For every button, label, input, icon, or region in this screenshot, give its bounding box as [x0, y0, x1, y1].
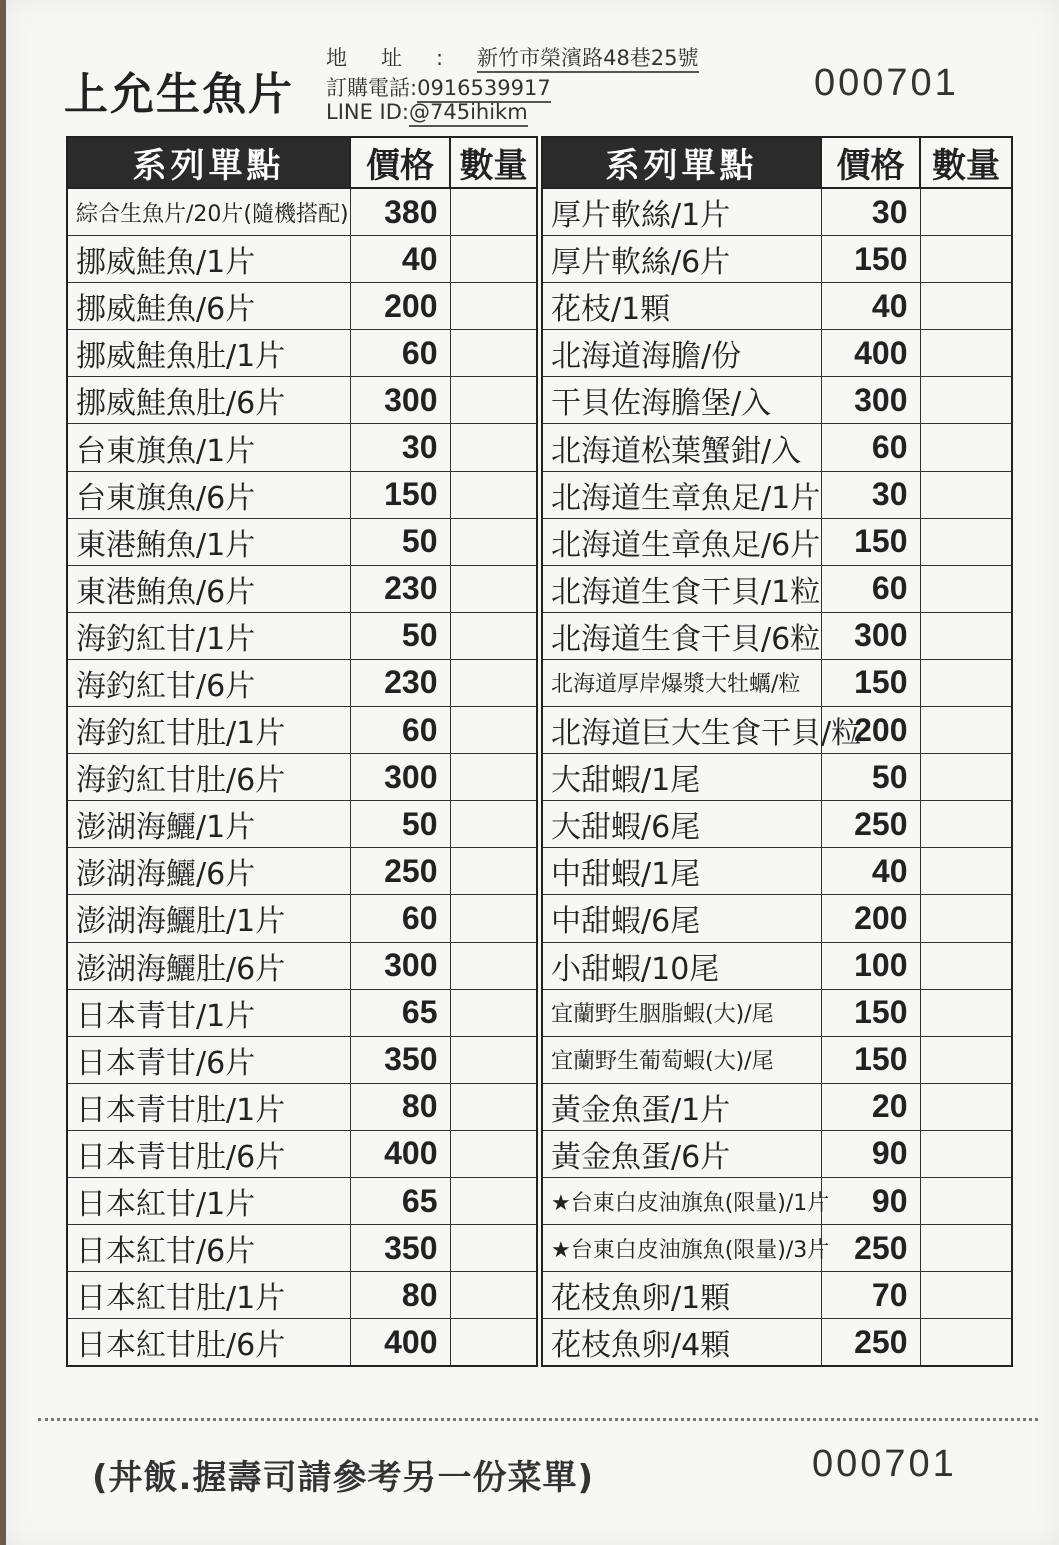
- menu-row: [67, 1319, 537, 1367]
- menu-row: [67, 659, 537, 706]
- item-name: 北海道生食干貝/6粒: [542, 612, 821, 659]
- quantity-cell[interactable]: [920, 754, 1012, 801]
- menu-row: [542, 471, 1012, 518]
- item-price: 150: [821, 236, 920, 283]
- item-price: 30: [350, 424, 450, 471]
- quantity-cell[interactable]: [450, 1083, 537, 1130]
- quantity-cell[interactable]: [450, 659, 537, 706]
- footer-note: (丼飯.握壽司請參考另一份菜單): [92, 1458, 594, 1498]
- quantity-cell[interactable]: [920, 518, 1012, 565]
- item-name: 厚片軟絲/1片: [542, 188, 821, 236]
- quantity-cell[interactable]: [920, 236, 1012, 283]
- item-name: 北海道生食干貝/1粒: [542, 565, 821, 612]
- item-price: 400: [350, 1130, 450, 1177]
- item-price: 50: [821, 754, 920, 801]
- phone-label: 訂購電話:: [326, 76, 418, 100]
- item-price: 230: [350, 565, 450, 612]
- item-price: 20: [821, 1083, 920, 1130]
- quantity-cell[interactable]: [920, 1036, 1012, 1083]
- menu-row: [542, 330, 1012, 377]
- quantity-cell[interactable]: [450, 1272, 537, 1319]
- item-name: 東港鮪魚/1片: [67, 518, 350, 565]
- menu-row: [67, 989, 537, 1036]
- item-price: 200: [821, 707, 920, 754]
- menu-rows-right: [542, 188, 1012, 1366]
- menu-row: [67, 707, 537, 754]
- line-id-line: [326, 100, 528, 124]
- serial-number-top: 000701: [814, 62, 959, 104]
- item-price: 150: [821, 659, 920, 706]
- quantity-cell[interactable]: [920, 188, 1012, 236]
- menu-row: [67, 1036, 537, 1083]
- item-name: 台東旗魚/6片: [67, 471, 350, 518]
- quantity-cell[interactable]: [920, 801, 1012, 848]
- item-name: 宜蘭野生葡萄蝦(大)/尾: [542, 1036, 821, 1083]
- item-price: 150: [350, 471, 450, 518]
- menu-row: [542, 895, 1012, 942]
- price-header: 價格: [821, 137, 920, 188]
- item-price: 80: [350, 1272, 450, 1319]
- item-name: 挪威鮭魚肚/1片: [67, 330, 350, 377]
- item-name: 大甜蝦/6尾: [542, 801, 821, 848]
- item-name: 日本紅甘/6片: [67, 1225, 350, 1272]
- item-name: 挪威鮭魚/6片: [67, 283, 350, 330]
- quantity-cell[interactable]: [920, 1225, 1012, 1272]
- menu-row: [67, 1272, 537, 1319]
- item-price: 300: [350, 377, 450, 424]
- menu-row: [542, 377, 1012, 424]
- tear-line: [38, 1418, 1038, 1421]
- item-price: 100: [821, 942, 920, 989]
- item-name: 挪威鮭魚/1片: [67, 236, 350, 283]
- item-name: 日本青甘肚/1片: [67, 1083, 350, 1130]
- quantity-cell[interactable]: [920, 1177, 1012, 1224]
- item-name: 澎湖海鱺/1片: [67, 801, 350, 848]
- menu-row: [542, 424, 1012, 471]
- item-name: 綜合生魚片/20片(隨機搭配): [67, 188, 350, 236]
- item-price: 400: [350, 1319, 450, 1367]
- quantity-cell[interactable]: [450, 895, 537, 942]
- item-price: 150: [821, 1036, 920, 1083]
- menu-row: [542, 1272, 1012, 1319]
- phone-line: [326, 72, 551, 102]
- item-price: 40: [821, 848, 920, 895]
- item-name: 中甜蝦/1尾: [542, 848, 821, 895]
- item-name: 中甜蝦/6尾: [542, 895, 821, 942]
- quantity-cell[interactable]: [450, 848, 537, 895]
- quantity-cell[interactable]: [450, 377, 537, 424]
- menu-row: [67, 612, 537, 659]
- quantity-cell[interactable]: [450, 565, 537, 612]
- item-name: 花枝魚卵/4顆: [542, 1319, 821, 1367]
- quantity-cell[interactable]: [450, 707, 537, 754]
- item-price: 400: [821, 330, 920, 377]
- item-price: 60: [350, 330, 450, 377]
- quantity-cell[interactable]: [920, 848, 1012, 895]
- menu-row: [67, 518, 537, 565]
- item-name: 日本青甘/6片: [67, 1036, 350, 1083]
- item-name: 海釣紅甘肚/1片: [67, 707, 350, 754]
- item-price: 250: [821, 1319, 920, 1367]
- menu-row: [542, 1083, 1012, 1130]
- item-price: 30: [821, 471, 920, 518]
- item-price: 150: [821, 518, 920, 565]
- quantity-cell[interactable]: [450, 518, 537, 565]
- menu-row: [67, 188, 537, 236]
- menu-row: [542, 188, 1012, 236]
- menu-row: [67, 471, 537, 518]
- quantity-cell[interactable]: [920, 942, 1012, 989]
- quantity-cell[interactable]: [920, 989, 1012, 1036]
- menu-row: [67, 330, 537, 377]
- menu-row: [67, 801, 537, 848]
- item-name: 厚片軟絲/6片: [542, 236, 821, 283]
- item-price: 90: [821, 1130, 920, 1177]
- item-price: 300: [350, 754, 450, 801]
- serial-number-bottom: 000701: [812, 1443, 957, 1485]
- item-price: 80: [350, 1083, 450, 1130]
- item-name: 日本紅甘/1片: [67, 1177, 350, 1224]
- item-price: 250: [350, 848, 450, 895]
- item-price: 40: [350, 236, 450, 283]
- menu-row: [542, 283, 1012, 330]
- quantity-cell[interactable]: [920, 1272, 1012, 1319]
- menu-row: [542, 989, 1012, 1036]
- menu-row: [542, 565, 1012, 612]
- line-id-label: LINE ID:: [326, 100, 409, 124]
- item-price: 230: [350, 659, 450, 706]
- quantity-cell[interactable]: [920, 471, 1012, 518]
- item-name: ★台東白皮油旗魚(限量)/3片: [542, 1225, 821, 1272]
- menu-row: [542, 236, 1012, 283]
- menu-row: [67, 377, 537, 424]
- price-header: 價格: [350, 137, 450, 188]
- quantity-cell[interactable]: [450, 330, 537, 377]
- quantity-cell[interactable]: [920, 377, 1012, 424]
- item-name: 花枝/1顆: [542, 283, 821, 330]
- quantity-cell[interactable]: [450, 471, 537, 518]
- item-price: 250: [821, 1225, 920, 1272]
- quantity-header: 數量: [450, 137, 537, 188]
- quantity-cell[interactable]: [920, 283, 1012, 330]
- item-name: 澎湖海鱺肚/1片: [67, 895, 350, 942]
- menu-row: [67, 565, 537, 612]
- order-form: [6, 0, 1059, 1545]
- item-name: 日本紅甘肚/1片: [67, 1272, 350, 1319]
- menu-row: [67, 1225, 537, 1272]
- quantity-cell[interactable]: [450, 1130, 537, 1177]
- item-name: ★台東白皮油旗魚(限量)/1片: [542, 1177, 821, 1224]
- address-value: 新竹市榮濱路48巷25號: [477, 46, 698, 73]
- item-price: 30: [821, 188, 920, 236]
- phone-value: 0916539917: [417, 76, 551, 103]
- menu-row: [67, 1130, 537, 1177]
- table-header-row: [542, 137, 1012, 188]
- item-name: 黃金魚蛋/6片: [542, 1130, 821, 1177]
- item-price: 60: [350, 707, 450, 754]
- item-price: 90: [821, 1177, 920, 1224]
- menu-row: [67, 942, 537, 989]
- menu-table-right: [541, 136, 1013, 1367]
- item-name: 花枝魚卵/1顆: [542, 1272, 821, 1319]
- item-name: 澎湖海鱺肚/6片: [67, 942, 350, 989]
- menu-row: [542, 754, 1012, 801]
- item-price: 250: [821, 801, 920, 848]
- menu-row: [67, 424, 537, 471]
- item-name: 小甜蝦/10尾: [542, 942, 821, 989]
- menu-table-left: [66, 136, 538, 1367]
- item-name: 北海道厚岸爆漿大牡蠣/粒: [542, 659, 821, 706]
- quantity-cell[interactable]: [450, 942, 537, 989]
- item-name: 北海道生章魚足/6片: [542, 518, 821, 565]
- item-price: 65: [350, 1177, 450, 1224]
- quantity-cell[interactable]: [450, 612, 537, 659]
- menu-row: [67, 283, 537, 330]
- item-name: 海釣紅甘/1片: [67, 612, 350, 659]
- quantity-cell[interactable]: [920, 895, 1012, 942]
- item-name: 北海道巨大生食干貝/粒: [542, 707, 821, 754]
- item-price: 300: [821, 377, 920, 424]
- item-name: 日本紅甘肚/6片: [67, 1319, 350, 1367]
- quantity-cell[interactable]: [920, 1083, 1012, 1130]
- menu-row: [542, 801, 1012, 848]
- quantity-cell[interactable]: [450, 801, 537, 848]
- item-name: 北海道生章魚足/1片: [542, 471, 821, 518]
- menu-row: [542, 848, 1012, 895]
- menu-row: [542, 612, 1012, 659]
- menu-row: [542, 1225, 1012, 1272]
- menu-row: [542, 707, 1012, 754]
- quantity-cell[interactable]: [920, 424, 1012, 471]
- item-name: 海釣紅甘/6片: [67, 659, 350, 706]
- item-name: 挪威鮭魚肚/6片: [67, 377, 350, 424]
- item-price: 50: [350, 801, 450, 848]
- quantity-cell[interactable]: [450, 424, 537, 471]
- menu-row: [542, 659, 1012, 706]
- menu-row: [67, 1083, 537, 1130]
- item-name: 黃金魚蛋/1片: [542, 1083, 821, 1130]
- item-price: 350: [350, 1225, 450, 1272]
- item-name: 海釣紅甘肚/6片: [67, 754, 350, 801]
- item-price: 40: [821, 283, 920, 330]
- item-price: 300: [350, 942, 450, 989]
- quantity-cell[interactable]: [920, 612, 1012, 659]
- item-name: 干貝佐海膽堡/入: [542, 377, 821, 424]
- quantity-cell[interactable]: [450, 236, 537, 283]
- item-price: 50: [350, 612, 450, 659]
- item-price: 300: [821, 612, 920, 659]
- item-price: 65: [350, 989, 450, 1036]
- quantity-cell[interactable]: [920, 330, 1012, 377]
- quantity-cell[interactable]: [450, 1177, 537, 1224]
- item-name: 日本青甘/1片: [67, 989, 350, 1036]
- item-name: 北海道松葉蟹鉗/入: [542, 424, 821, 471]
- quantity-cell[interactable]: [450, 1319, 537, 1367]
- item-name: 澎湖海鱺/6片: [67, 848, 350, 895]
- menu-row: [67, 895, 537, 942]
- quantity-cell[interactable]: [450, 1225, 537, 1272]
- quantity-cell[interactable]: [450, 283, 537, 330]
- item-name: 東港鮪魚/6片: [67, 565, 350, 612]
- address-label: 地址:: [326, 46, 478, 70]
- menu-row: [542, 1036, 1012, 1083]
- quantity-cell[interactable]: [920, 565, 1012, 612]
- menu-row: [542, 942, 1012, 989]
- item-name: 北海道海膽/份: [542, 330, 821, 377]
- quantity-cell[interactable]: [450, 754, 537, 801]
- quantity-header: 數量: [920, 137, 1012, 188]
- quantity-cell[interactable]: [920, 1319, 1012, 1367]
- address-line: [326, 42, 699, 72]
- item-price: 150: [821, 989, 920, 1036]
- item-price: 60: [350, 895, 450, 942]
- menu-row: [67, 236, 537, 283]
- category-header: 系列單點: [67, 137, 350, 188]
- quantity-cell[interactable]: [450, 989, 537, 1036]
- category-header: 系列單點: [542, 137, 821, 188]
- table-header-row: [67, 137, 537, 188]
- quantity-cell[interactable]: [450, 188, 537, 236]
- quantity-cell[interactable]: [450, 1036, 537, 1083]
- line-id-value: @745ihikm: [409, 100, 528, 127]
- item-price: 350: [350, 1036, 450, 1083]
- item-price: 70: [821, 1272, 920, 1319]
- menu-rows-left: [67, 188, 537, 1366]
- item-name: 日本青甘肚/6片: [67, 1130, 350, 1177]
- shop-name: 上允生魚片: [64, 69, 294, 120]
- item-name: 大甜蝦/1尾: [542, 754, 821, 801]
- item-price: 200: [821, 895, 920, 942]
- quantity-cell[interactable]: [920, 1130, 1012, 1177]
- menu-row: [67, 848, 537, 895]
- item-price: 60: [821, 424, 920, 471]
- item-price: 50: [350, 518, 450, 565]
- item-price: 60: [821, 565, 920, 612]
- menu-row: [542, 1319, 1012, 1367]
- quantity-cell[interactable]: [920, 707, 1012, 754]
- menu-row: [542, 1130, 1012, 1177]
- quantity-cell[interactable]: [920, 659, 1012, 706]
- item-name: 宜蘭野生胭脂蝦(大)/尾: [542, 989, 821, 1036]
- menu-row: [67, 1177, 537, 1224]
- menu-row: [67, 754, 537, 801]
- menu-row: [542, 518, 1012, 565]
- item-name: 台東旗魚/1片: [67, 424, 350, 471]
- item-price: 200: [350, 283, 450, 330]
- menu-row: [542, 1177, 1012, 1224]
- item-price: 380: [350, 188, 450, 236]
